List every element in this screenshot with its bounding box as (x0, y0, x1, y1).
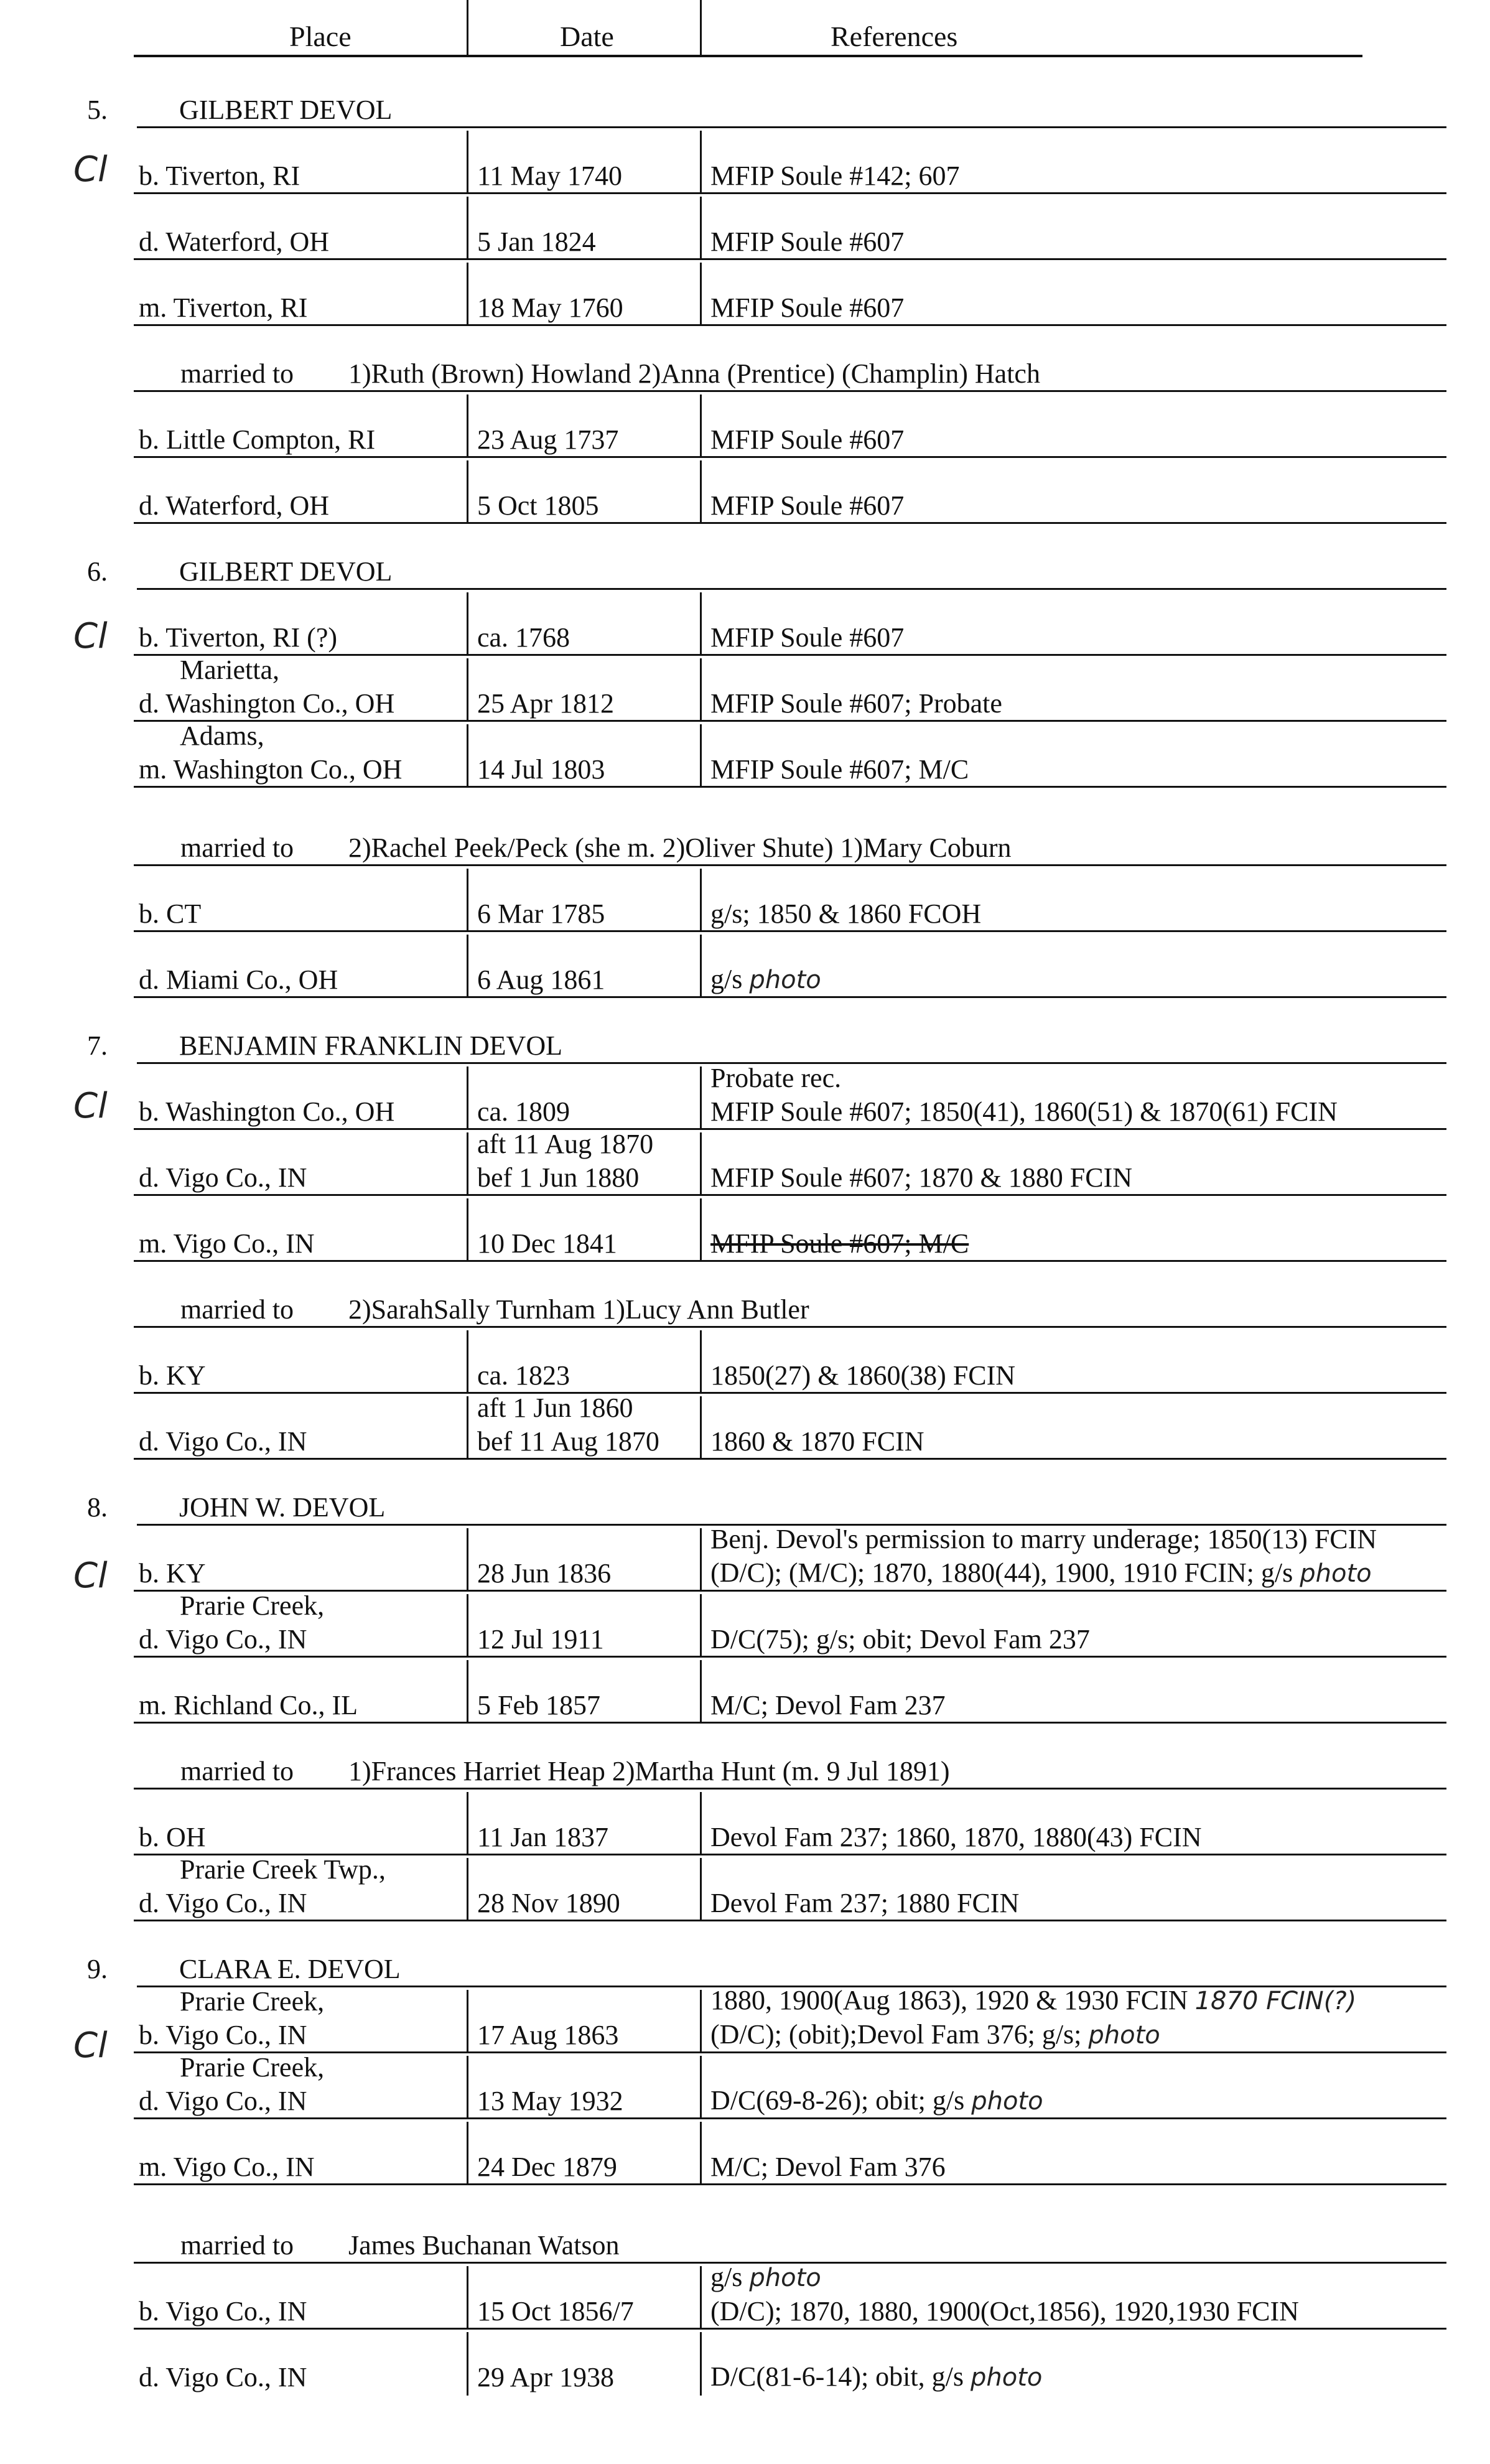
spouse-event-row (134, 866, 1446, 932)
spouse-names: James Buchanan Watson (348, 2230, 620, 2261)
event-reference: g/s photo (D/C); 1870, 1880, 1900(Oct,1856), 1920,1930 FCIN (710, 2262, 1299, 2326)
event-date: 13 May 1932 (477, 2086, 623, 2116)
person-heading (87, 524, 1446, 590)
person-name: CLARA E. DEVOL (179, 1954, 401, 1984)
event-reference: Devol Fam 237; 1880 FCIN (710, 1888, 1020, 1918)
spouse-row (134, 800, 1446, 866)
event-reference: MFIP Soule #607 (710, 622, 905, 653)
person-number: 9. (87, 1954, 108, 1984)
handwritten-mark: Cl (73, 1556, 108, 1596)
event-reference: MFIP Soule #607; M/C (710, 1228, 969, 1259)
spouse-event-row (134, 458, 1446, 524)
event-place: b. CT (139, 898, 202, 929)
event-row (134, 2119, 1446, 2185)
spouse-row (134, 1262, 1446, 1328)
spouse-names: 2)SarahSally Turnham 1)Lucy Ann Butler (348, 1294, 809, 1325)
married-to-label: married to (180, 1756, 294, 1786)
person-number: 5. (87, 95, 108, 125)
references-column-header: References (831, 21, 958, 52)
event-row (134, 128, 1446, 194)
handwritten-mark: Cl (73, 149, 108, 190)
handwritten-mark: Cl (73, 1086, 108, 1126)
event-reference: MFIP Soule #607 (710, 490, 905, 521)
handwritten-mark: Cl (73, 616, 108, 656)
event-row (134, 1592, 1446, 1658)
spouse-row (134, 326, 1446, 392)
event-date: 14 Jul 1803 (477, 754, 605, 785)
event-date: 28 Nov 1890 (477, 1888, 620, 1918)
event-date: 6 Aug 1861 (477, 964, 605, 995)
married-to-label: married to (180, 2230, 294, 2261)
event-reference: 1860 & 1870 FCIN (710, 1426, 924, 1457)
event-place: m. Vigo Co., IN (139, 2152, 315, 2182)
person-heading (87, 1921, 1446, 1987)
event-row (134, 194, 1446, 260)
married-to-label: married to (180, 358, 294, 389)
event-reference: MFIP Soule #607; Probate (710, 688, 1002, 719)
spouse-event-row (134, 392, 1446, 458)
event-place: m. Richland Co., IL (139, 1690, 358, 1720)
event-reference: D/C(81-6-14); obit, g/s photo (710, 2361, 1043, 2392)
person-name: GILBERT DEVOL (179, 95, 393, 125)
spouse-row (134, 2198, 1446, 2264)
event-reference: Benj. Devol's permission to marry underage; 1850(13) FCIN (D/C); (M/C); 1870, 1880(44), 1900, 1910 FCIN; g/s photo (710, 1524, 1377, 1588)
event-date: 11 Jan 1837 (477, 1822, 609, 1852)
event-date: 15 Oct 1856/7 (477, 2296, 634, 2326)
spouse-names: 1)Frances Harriet Heap 2)Martha Hunt (m. 9 Jul 1891) (348, 1756, 950, 1786)
event-reference: 1880, 1900(Aug 1863), 1920 & 1930 FCIN 1870 FCIN(?) (D/C); (obit);Devol Fam 376; g/s; photo (710, 1985, 1357, 2050)
column-header-row (134, 0, 1362, 57)
event-place: d. Waterford, OH (139, 490, 330, 521)
spouse-names: 1)Ruth (Brown) Howland 2)Anna (Prentice) (Champlin) Hatch (348, 358, 1040, 389)
event-reference: M/C; Devol Fam 376 (710, 2152, 946, 2182)
person-heading (87, 998, 1446, 1064)
event-row (134, 1526, 1446, 1592)
event-date: 17 Aug 1863 (477, 2020, 619, 2050)
event-reference: g/s; 1850 & 1860 FCOH (710, 898, 982, 929)
event-date: 5 Jan 1824 (477, 226, 596, 257)
spouse-event-row (134, 1855, 1446, 1921)
event-place: d. Vigo Co., IN (139, 1162, 307, 1193)
person-name: GILBERT DEVOL (179, 556, 393, 587)
person-heading (87, 1460, 1446, 1526)
event-date: aft 11 Aug 1870 bef 1 Jun 1880 (477, 1129, 654, 1193)
married-to-label: married to (180, 1294, 294, 1325)
event-reference: Devol Fam 237; 1860, 1870, 1880(43) FCIN (710, 1822, 1202, 1852)
event-date: 28 Jun 1836 (477, 1558, 612, 1589)
person-name: JOHN W. DEVOL (179, 1492, 386, 1523)
event-reference: M/C; Devol Fam 237 (710, 1690, 946, 1720)
header-divider (467, 0, 468, 57)
spouse-event-row (134, 2264, 1446, 2330)
person-number: 7. (87, 1030, 108, 1061)
event-row (134, 2053, 1446, 2119)
event-place: Prarie Creek, d. Vigo Co., IN (139, 1590, 325, 1654)
event-place: Marietta, d. Washington Co., OH (139, 655, 395, 719)
event-place: b. KY (139, 1558, 206, 1589)
event-reference: MFIP Soule #142; 607 (710, 161, 960, 191)
event-place: Prarie Creek, d. Vigo Co., IN (139, 2052, 325, 2116)
event-place: m. Vigo Co., IN (139, 1228, 315, 1259)
event-date: 25 Apr 1812 (477, 688, 614, 719)
event-row (134, 722, 1446, 788)
event-place: Prarie Creek, b. Vigo Co., IN (139, 1986, 325, 2050)
spouse-event-row (134, 2330, 1446, 2396)
event-reference: MFIP Soule #607 (710, 424, 905, 455)
event-reference: MFIP Soule #607 (710, 292, 905, 323)
spouse-event-row (134, 1790, 1446, 1855)
event-place: d. Vigo Co., IN (139, 1426, 307, 1457)
event-place: Adams, m. Washington Co., OH (139, 721, 403, 785)
spouse-event-row (134, 1394, 1446, 1460)
spouse-names: 2)Rachel Peek/Peck (she m. 2)Oliver Shute) 1)Mary Coburn (348, 833, 1012, 863)
event-row (134, 590, 1446, 656)
event-reference: D/C(69-8-26); obit; g/s photo (710, 2085, 1043, 2116)
place-column-header: Place (289, 21, 352, 52)
event-date: 24 Dec 1879 (477, 2152, 617, 2182)
event-place: b. Little Compton, RI (139, 424, 376, 455)
header-divider (700, 0, 702, 57)
event-date: 23 Aug 1737 (477, 424, 619, 455)
event-place: Prarie Creek Twp., d. Vigo Co., IN (139, 1854, 386, 1918)
event-reference: MFIP Soule #607; 1870 & 1880 FCIN (710, 1162, 1133, 1193)
event-reference: Probate rec. MFIP Soule #607; 1850(41), 1860(51) & 1870(61) FCIN (710, 1063, 1338, 1127)
event-row (134, 1196, 1446, 1262)
event-reference: D/C(75); g/s; obit; Devol Fam 237 (710, 1624, 1090, 1654)
spouse-row (134, 1724, 1446, 1790)
event-date: 5 Oct 1805 (477, 490, 599, 521)
person-heading (87, 62, 1446, 128)
event-place: b. OH (139, 1822, 206, 1852)
event-date: 18 May 1760 (477, 292, 623, 323)
person-number: 8. (87, 1492, 108, 1523)
event-row (134, 656, 1446, 722)
event-place: b. Washington Co., OH (139, 1096, 395, 1127)
person-number: 6. (87, 556, 108, 587)
person-name: BENJAMIN FRANKLIN DEVOL (179, 1030, 562, 1061)
event-place: b. Vigo Co., IN (139, 2296, 307, 2326)
event-reference: 1850(27) & 1860(38) FCIN (710, 1360, 1016, 1391)
event-place: b. Tiverton, RI (?) (139, 622, 338, 653)
event-row (134, 1658, 1446, 1724)
event-place: d. Waterford, OH (139, 226, 330, 257)
event-reference: MFIP Soule #607; M/C (710, 754, 969, 785)
event-row (134, 1064, 1446, 1130)
event-place: m. Tiverton, RI (139, 292, 308, 323)
event-date: 11 May 1740 (477, 161, 623, 191)
event-date: 6 Mar 1785 (477, 898, 605, 929)
event-date: 10 Dec 1841 (477, 1228, 617, 1259)
event-date: 5 Feb 1857 (477, 1690, 600, 1720)
date-column-header: Date (560, 21, 614, 52)
event-date: ca. 1823 (477, 1360, 570, 1391)
event-date: 29 Apr 1938 (477, 2362, 614, 2392)
event-reference: g/s photo (710, 964, 821, 994)
event-place: b. Tiverton, RI (139, 161, 300, 191)
event-row (134, 1987, 1446, 2053)
handwritten-mark: Cl (73, 2025, 108, 2066)
spouse-event-row (134, 932, 1446, 998)
event-reference: MFIP Soule #607 (710, 226, 905, 257)
event-date: ca. 1768 (477, 622, 570, 653)
married-to-label: married to (180, 833, 294, 863)
event-row (134, 260, 1446, 326)
event-date: ca. 1809 (477, 1096, 570, 1127)
event-row (134, 1130, 1446, 1196)
event-date: aft 1 Jun 1860 bef 11 Aug 1870 (477, 1393, 659, 1457)
event-place: d. Miami Co., OH (139, 964, 338, 995)
spouse-event-row (134, 1328, 1446, 1394)
event-place: d. Vigo Co., IN (139, 2362, 307, 2392)
event-date: 12 Jul 1911 (477, 1624, 604, 1654)
event-place: b. KY (139, 1360, 206, 1391)
